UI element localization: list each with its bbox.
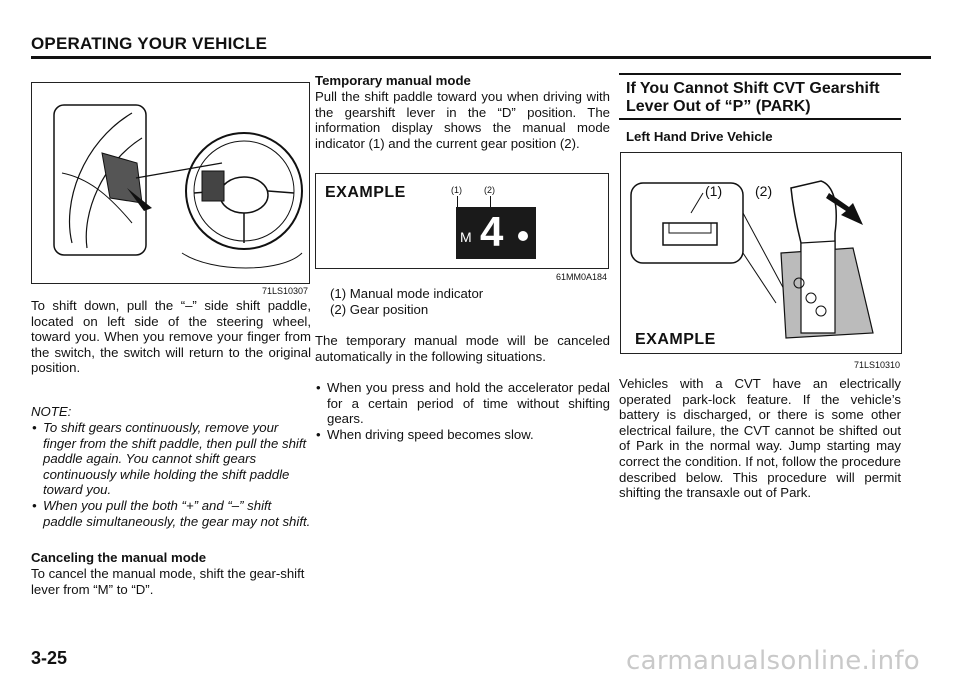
site-watermark: carmanualsonline.info [626,646,921,676]
lhd-subheading: Left Hand Drive Vehicle [626,129,773,144]
gear-position-digit: 4 [480,208,504,255]
example-label: EXAMPLE [635,331,716,348]
note-title: NOTE: [31,404,72,419]
page-header-title: OPERATING YOUR VEHICLE [31,34,268,53]
cancel-auto-paragraph: The temporary manual mode will be canceled automatically in the following situations. [315,333,610,364]
legend-item: (1) Manual mode indicator [330,286,484,301]
cvt-section-title: If You Cannot Shift CVT Gearshift Lever Out of “P” (PARK) [626,80,880,115]
callout-label: (2) [484,185,495,195]
example-label: EXAMPLE [325,184,406,201]
header-rule [31,56,931,59]
legend-item: (2) Gear position [330,301,429,317]
figure-code: 61MM0A184 [555,272,607,282]
page-number: 3-25 [31,648,68,668]
info-display-panel [456,207,536,259]
callout-label: (2) [755,183,773,199]
display-example-figure [315,173,609,269]
callout-label: (1) [451,185,462,195]
legend-list [330,286,600,317]
figure-code: 71LS10307 [261,286,308,296]
condition-item: • When you press and hold the accelerator pedal for a certain period of time without shifting gears. [315,380,610,427]
steering-paddle-figure [31,82,310,284]
canceling-text: To cancel the manual mode, shift the gear-shift lever from “M” to “D”. [31,566,305,597]
condition-item: • When driving speed becomes slow. [315,427,610,443]
section-top-rule [619,73,901,75]
note-item: • To shift gears continuously, remove your finger from the shift paddle, then pull the shift paddle again. You cannot shift gears continuously while holding the shift paddle toward you. [31,420,311,498]
park-lock-paragraph: Vehicles with a CVT have an electrically operated park-lock feature. If the vehicle’s battery is discharged, or there is some other electrical failure, the CVT cannot be shifted out of Park in the normal way. Jump starting may correct the condition. If not, follow the procedure described below. This procedure will permit shifting the transaxle out of Park. [619,376,901,501]
steering-wheel-illustration [32,83,309,283]
canceling-heading: Canceling the manual mode [31,550,207,565]
cancel-conditions-list [315,380,610,442]
shift-down-paragraph: To shift down, pull the “–” side shift paddle, located on left side of the steering wheel, toward you. When you remove your finger from the switch, the switch will return to the original position. [31,298,311,376]
section-bottom-rule [619,118,901,120]
gearshift-figure [620,152,902,354]
note-list [31,420,311,529]
figure-code: 71LS10310 [853,360,900,370]
indicator-dot [518,231,528,241]
callout-label: (1) [705,183,723,199]
note-item: • When you pull the both “+” and “–” shift paddle simultaneously, the gear may not shift. [31,498,311,529]
manual-mode-indicator: M [460,229,472,245]
temporary-manual-heading: Temporary manual mode [315,73,471,88]
temporary-manual-intro: Pull the shift paddle toward you when driving with the gearshift lever in the “D” position. The information display shows the manual mode indicator (1) and the current gear position (2). [315,89,610,151]
